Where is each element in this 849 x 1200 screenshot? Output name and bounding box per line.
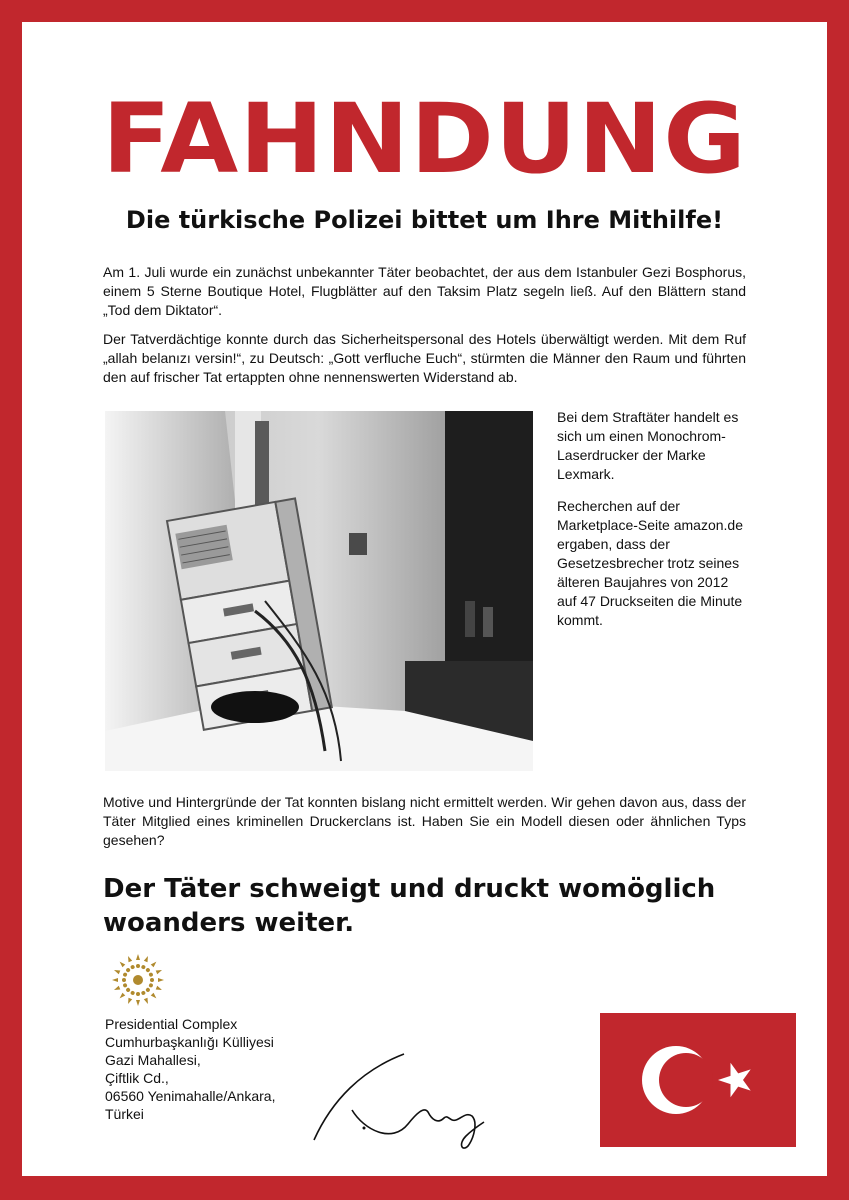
- turkish-flag-icon: [600, 1013, 796, 1147]
- address-line: Presidential Complex: [105, 1016, 238, 1032]
- research-note: Recherchen auf der Marketplace-Seite amazon.de ergaben, dass der Gesetzesbrecher trotz seines älteren Baujahres von 2012 auf 47 Druckseiten die Minute kommt.: [557, 498, 743, 628]
- presidential-seal-icon: [110, 952, 166, 1008]
- intro-paragraph: Am 1. Juli wurde ein zunächst unbekannter Täter beobachtet, der aus dem Istanbuler Gezi Bosphorus, einem 5 Sterne Boutique Hotel, Flugblätter auf den Taksim Platz segeln ließ. Auf den Blättern stand „Tod dem Diktator“.: [103, 264, 746, 318]
- closing-headline: Der Täter schweigt und druckt womöglich woanders weiter.: [103, 874, 716, 938]
- address-line: Cumhurbaşkanlığı Külliyesi: [105, 1034, 274, 1050]
- arrest-paragraph: Der Tatverdächtige konnte durch das Sicherheitspersonal des Hotels überwältigt werden. Mit dem Ruf „allah belanızı versin!“, zu Deutsch: „Gott verfluche Euch“, stürmten die Männer den Raum und führten den auf frischer Tat ertappten ohne nennenswerten Widerstand ab.: [103, 331, 746, 385]
- address-line: 06560 Yenimahalle/Ankara,: [105, 1088, 276, 1104]
- address-line: Gazi Mahallesi,: [105, 1052, 201, 1068]
- suspect-description: Bei dem Straftäter handelt es sich um einen Monochrom-Laserdrucker der Marke Lexmark.: [557, 409, 739, 482]
- sender-address: [105, 1015, 335, 1123]
- suspect-photo: [105, 411, 533, 771]
- motive-paragraph: Motive und Hintergründe der Tat konnten bislang nicht ermittelt werden. Wir gehen davon aus, dass der Täter Mitglied eines kriminellen Druckerclans ist. Haben Sie ein Modell diesen oder ähnlichen Typs gesehen?: [103, 794, 746, 848]
- poster-title: FAHNDUNG: [101, 83, 748, 195]
- poster-subtitle: Die türkische Polizei bittet um Ihre Mithilfe!: [125, 206, 724, 234]
- wanted-poster: [22, 22, 827, 1176]
- printer-photo-illustration: [105, 411, 533, 771]
- address-line: Çiftlik Cd.,: [105, 1070, 169, 1086]
- address-line: Türkei: [105, 1106, 144, 1122]
- signature: [312, 1040, 502, 1155]
